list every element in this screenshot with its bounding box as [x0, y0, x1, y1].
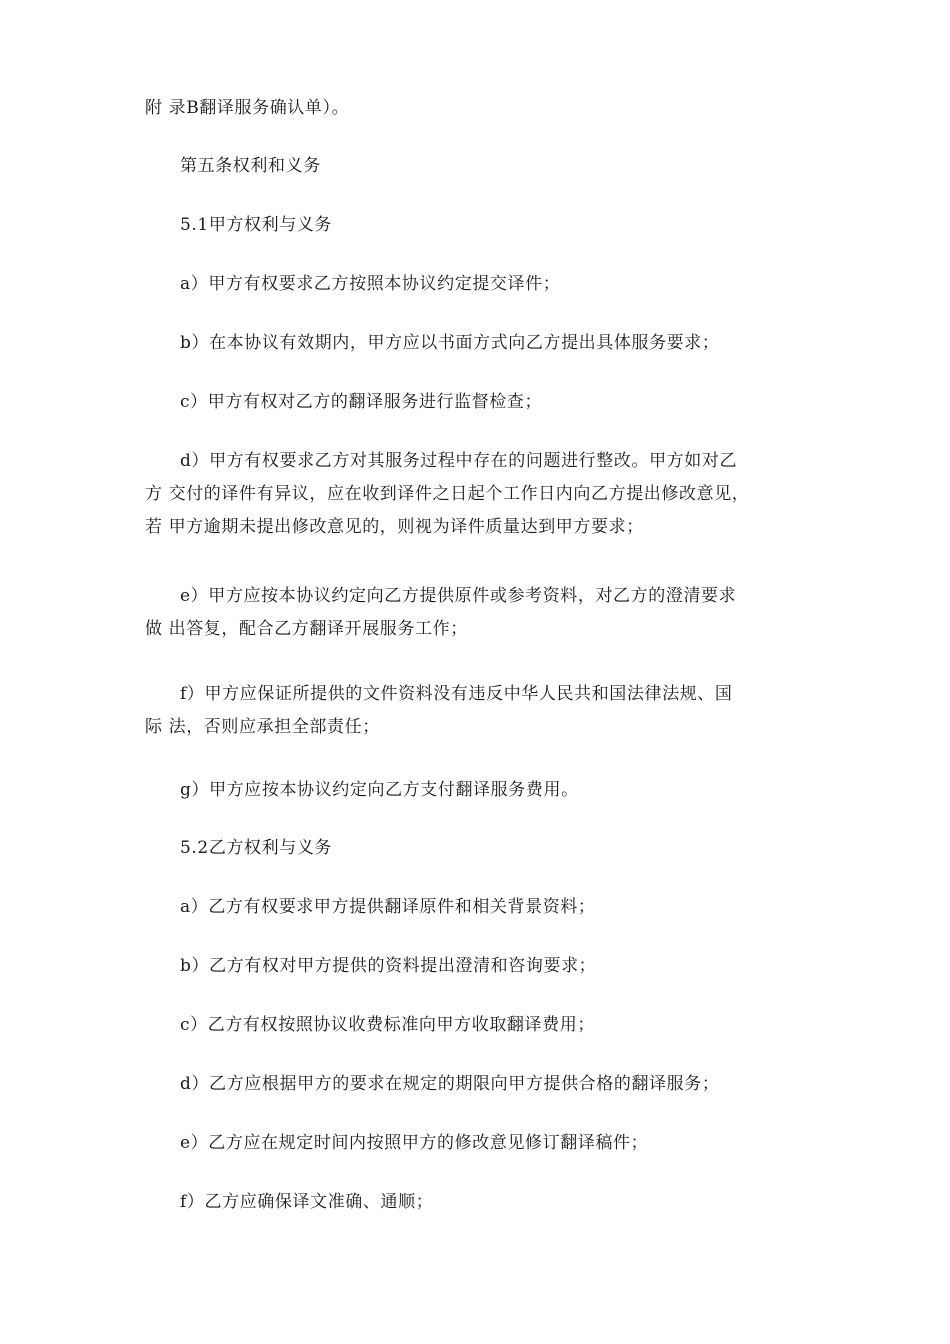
text-line: d）甲方有权要求乙方对其服务过程中存在的问题进行整改。甲方如对乙	[180, 451, 738, 471]
clause-5-2-a	[145, 891, 807, 924]
clause-5-2-c	[145, 1009, 807, 1042]
text-line: f）甲方应保证所提供的文件资料没有违反中华人民共和国法律法规、国	[180, 684, 733, 704]
section-5-2-heading	[145, 832, 807, 865]
text-line: 附 录B翻译服务确认单）。	[145, 98, 350, 118]
text-line: g）甲方应按本协议约定向乙方支付翻译服务费用。	[180, 780, 579, 800]
text-line: c）乙方有权按照协议收费标准向甲方收取翻译费用；	[180, 1015, 595, 1035]
clause-5-1-a	[145, 268, 807, 301]
text-line: f）乙方应确保译文准确、通顺；	[180, 1192, 434, 1212]
clause-5-2-e	[145, 1127, 807, 1160]
text-line: a）乙方有权要求甲方提供翻译原件和相关背景资料；	[180, 897, 596, 917]
clause-5-1-c	[145, 386, 807, 419]
clause-5-1-f	[145, 678, 807, 744]
text-line: 做 出答复，配合乙方翻译开展服务工作；	[145, 619, 468, 639]
text-line: b）在本协议有效期内，甲方应以书面方式向乙方提出具体服务要求；	[180, 333, 720, 353]
text-line: b）乙方有权对甲方提供的资料提出澄清和咨询要求；	[180, 956, 597, 976]
text-line: 若 甲方逾期未提出修改意见的，则视为译件质量达到甲方要求；	[145, 517, 644, 537]
text-line: 5.1甲方权利与义务	[180, 215, 333, 235]
text-line: c）甲方有权对乙方的翻译服务进行监督检查；	[180, 392, 543, 412]
clause-5-1-e	[145, 580, 807, 646]
clause-5-1-d	[145, 445, 807, 544]
paragraph-appendix-b-tail	[145, 92, 807, 125]
clause-5-1-b	[145, 327, 807, 360]
article-5-heading	[145, 150, 807, 183]
text-line: 第五条权利和义务	[180, 156, 321, 176]
text-line: d）乙方应根据甲方的要求在规定的期限向甲方提供合格的翻译服务；	[180, 1074, 720, 1094]
text-line: 方 交付的译件有异议，应在收到译件之日起个工作日内向乙方提出修改意见，	[145, 484, 750, 504]
text-line: 际 法，否则应承担全部责任；	[145, 717, 380, 737]
clause-5-2-b	[145, 950, 807, 983]
text-line: 5.2乙方权利与义务	[180, 838, 333, 858]
text-line: e）乙方应在规定时间内按照甲方的修改意见修订翻译稿件；	[180, 1133, 649, 1153]
text-line: a）甲方有权要求乙方按照本协议约定提交译件；	[180, 274, 561, 294]
text-line: e）甲方应按本协议约定向乙方提供原件或参考资料，对乙方的澄清要求	[180, 586, 737, 606]
clause-5-2-f	[145, 1186, 807, 1219]
clause-5-1-g	[145, 774, 807, 807]
clause-5-2-d	[145, 1068, 807, 1101]
section-5-1-heading	[145, 209, 807, 242]
